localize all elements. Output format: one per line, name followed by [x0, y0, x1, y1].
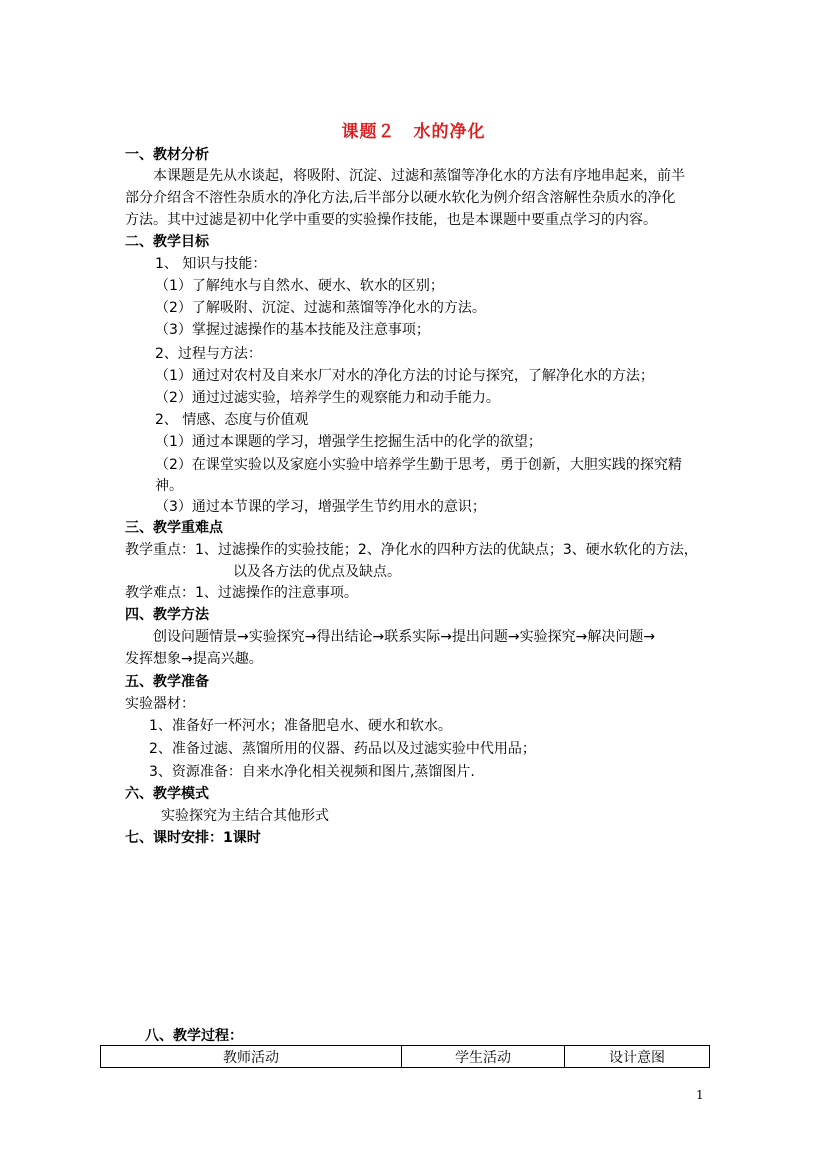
section-heading-methods: 四、教学方法: [125, 607, 209, 623]
list-item: （1）通过本课题的学习，增强学生挖掘生活中的化学的欲望；: [155, 434, 542, 450]
section-heading-schedule: 七、课时安排：1课时: [125, 830, 261, 846]
method-line: 发挥想象→提高兴趣。: [125, 651, 263, 667]
list-item: 1、准备好一杯河水；准备肥皂水、硬水和软水。: [149, 718, 452, 734]
column-header-intent: 设计意图: [565, 1046, 710, 1068]
paragraph-line: 本课题是先从水谈起，将吸附、沉淀、过滤和蒸馏等净化水的方法有序地串起来，前半: [153, 168, 685, 184]
teaching-process-table: [100, 1045, 710, 1068]
method-line: 创设问题情景→实验探究→得出结论→联系实际→提出问题→实验探究→解决问题→: [153, 629, 656, 645]
section-heading-preparation: 五、教学准备: [125, 674, 209, 690]
section-heading-goals: 二、教学目标: [125, 234, 209, 250]
column-header-teacher: 教师活动: [101, 1046, 402, 1068]
list-item: （1）通过对农村及自来水厂对水的净化方法的讨论与探究，了解净化水的方法；: [155, 368, 654, 384]
paragraph-line: 部分介绍含不溶性杂质水的净化方法,后半部分以硬水软化为例介绍含溶解性杂质水的净化: [125, 190, 676, 206]
column-header-student: 学生活动: [402, 1046, 565, 1068]
mode-text: 实验探究为主结合其他形式: [161, 808, 329, 824]
subheading-equipment: 实验器材：: [125, 696, 195, 712]
subheading-attitude: 2、 情感、态度与价值观: [155, 412, 309, 428]
list-item: 3、资源准备：自来水净化相关视频和图片,蒸馏图片.: [149, 764, 475, 780]
key-points-line: 以及各方法的优点及缺点。: [233, 564, 401, 580]
list-item: （3）通过本节课的学习，增强学生节约用水的意识；: [155, 499, 486, 515]
list-item: （3）掌握过滤操作的基本技能及注意事项；: [155, 322, 430, 338]
page-number: 1: [696, 1088, 704, 1102]
section-heading-process: 八、教学过程：: [145, 1028, 243, 1044]
key-points-line: 教学重点：1、过滤操作的实验技能；2、净化水的四种方法的优缺点；3、硬水软化的方法，: [125, 542, 698, 558]
list-item: （1）了解纯水与自然水、硬水、软水的区别；: [155, 278, 444, 294]
difficult-points-line: 教学难点：1、过滤操作的注意事项。: [125, 585, 358, 601]
paragraph-line: 方法。其中过滤是初中化学中重要的实验操作技能，也是本课题中要重点学习的内容。: [125, 212, 657, 228]
subheading-knowledge: 1、 知识与技能：: [155, 256, 267, 272]
section-heading-keypoints: 三、教学重难点: [125, 520, 223, 536]
table-header-row: [101, 1046, 710, 1068]
list-item: 2、准备过滤、蒸馏所用的仪器、药品以及过滤实验中代用品；: [149, 741, 536, 757]
subheading-process: 2、过程与方法：: [155, 346, 262, 362]
list-item: （2）在课堂实验以及家庭小实验中培养学生勤于思考，勇于创新，大胆实践的探究精: [155, 457, 682, 473]
list-item-continuation: 神。: [155, 478, 183, 494]
document-title: 课题２ 水的净化: [341, 122, 486, 142]
list-item: （2）了解吸附、沉淀、过滤和蒸馏等净化水的方法。: [155, 300, 486, 316]
section-heading-mode: 六、教学模式: [125, 786, 209, 802]
section-heading-analysis: 一、教材分析: [125, 147, 209, 163]
list-item: （2）通过过滤实验，培养学生的观察能力和动手能力。: [155, 390, 500, 406]
